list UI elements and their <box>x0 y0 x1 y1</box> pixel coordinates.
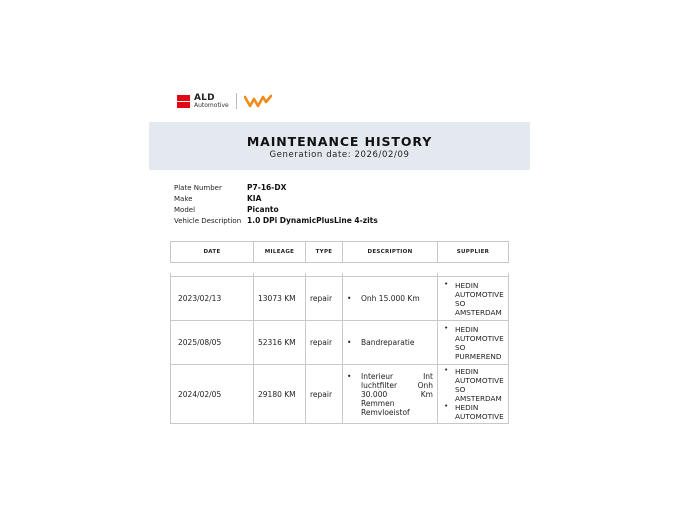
cell-supplier <box>438 277 509 321</box>
make-value: KIA <box>247 194 262 203</box>
cell-type: repair <box>306 321 343 365</box>
cell-mileage: 13073 KM <box>254 277 306 321</box>
model-value: Picanto <box>247 205 279 214</box>
cell-supplier <box>438 365 509 424</box>
description-item: • Onh 15.000 Km <box>347 294 433 303</box>
table-row <box>171 321 509 365</box>
column-header-date: DATE <box>171 242 254 263</box>
cell-mileage: 52316 KM <box>254 321 306 365</box>
logo-divider <box>236 93 237 109</box>
plate-label: Plate Number <box>174 183 222 192</box>
supplier-item: • HEDIN AUTOMOTIVE <box>442 403 504 421</box>
history-table-header <box>170 241 509 263</box>
plate-row <box>174 182 378 193</box>
make-row <box>174 193 378 204</box>
history-table <box>170 273 509 424</box>
table-row <box>171 365 509 424</box>
supplier-item: • HEDIN AUTOMOTIVE SO AMSTERDAM <box>442 367 504 403</box>
ald-logo-text <box>194 94 229 109</box>
generation-date: Generation date: 2026/02/09 <box>269 150 410 160</box>
ald-logo-name: ALD <box>194 92 215 103</box>
cell-date: 2023/02/13 <box>171 277 254 321</box>
column-header-type: TYPE <box>306 242 343 263</box>
supplier-item: • HEDIN AUTOMOTIVE SO AMSTERDAM <box>442 281 504 317</box>
title-band <box>149 122 530 170</box>
description-row <box>174 215 378 226</box>
cell-date: 2025/08/05 <box>171 321 254 365</box>
plate-value: P7-16-DX <box>247 183 287 192</box>
column-header-mileage: MILEAGE <box>254 242 306 263</box>
leaseplan-logo-icon <box>244 94 272 108</box>
make-label: Make <box>174 194 193 203</box>
cell-mileage: 29180 KM <box>254 365 306 424</box>
model-label: Model <box>174 205 196 214</box>
description-item: • Bandreparatie <box>347 338 433 347</box>
vehicle-info <box>174 182 378 226</box>
cell-supplier <box>438 321 509 365</box>
vehicle-description-value: 1.0 DPi DynamicPlusLine 4-zits <box>247 216 378 225</box>
cell-description <box>343 365 438 424</box>
cell-type: repair <box>306 365 343 424</box>
column-header-description: DESCRIPTION <box>343 242 438 263</box>
ald-logo-icon <box>177 95 190 108</box>
logo-row <box>177 92 272 110</box>
column-header-supplier: SUPPLIER <box>438 242 509 263</box>
model-row <box>174 204 378 215</box>
cell-description <box>343 321 438 365</box>
page-title: MAINTENANCE HISTORY <box>246 134 433 149</box>
cell-date: 2024/02/05 <box>171 365 254 424</box>
supplier-item: • HEDIN AUTOMOTIVE SO PURMEREND <box>442 325 504 361</box>
cell-type: repair <box>306 277 343 321</box>
vehicle-description-label: Vehicle Description <box>174 216 242 225</box>
description-item: • Interieur Int luchtfilter Onh 30.000 Km Remmen Remvloeistof <box>347 372 433 417</box>
table-row <box>171 277 509 321</box>
cell-description <box>343 277 438 321</box>
ald-logo-subtitle: Automotive <box>194 101 229 109</box>
